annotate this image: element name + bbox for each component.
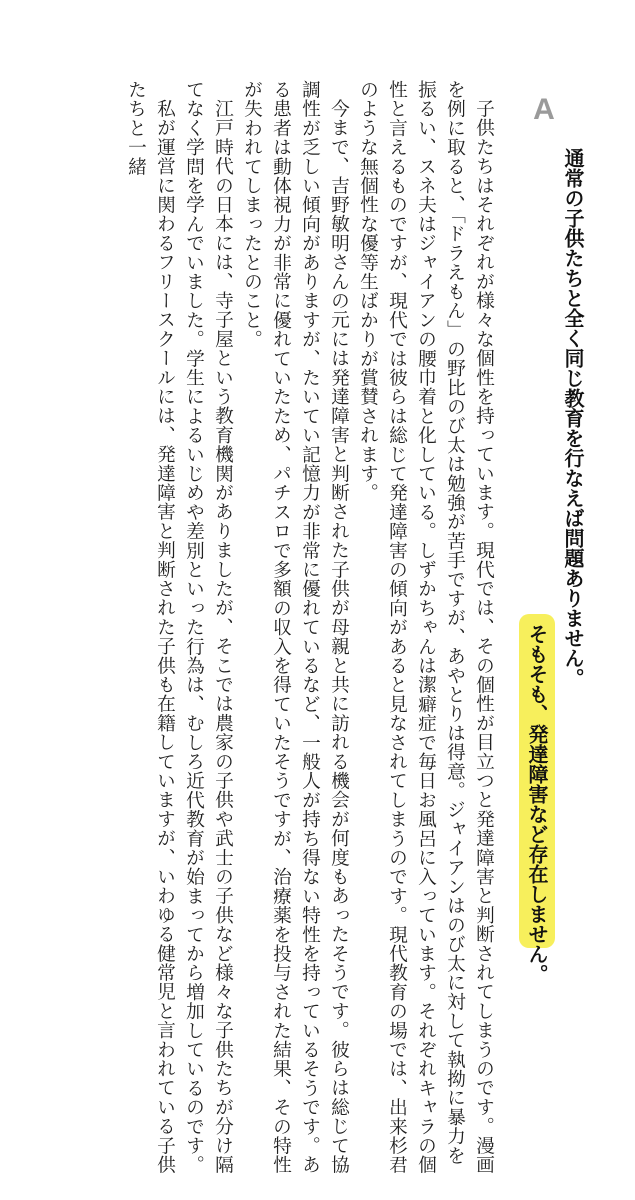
heading-line-2-highlighted: そもそも、発達障害など存在しません。 xyxy=(519,614,555,948)
paragraph-3: 江戸時代の日本には、寺子屋という教育機関がありましたが、そこでは農家の子供や武士の子供など様々な子供たちが分け隔てなく学問を学んでいました。学生によるいじめや差別といった行為は、むしろ近代教育が始まってから増加しているのです。 xyxy=(183,80,233,1175)
heading-line-1: 通常の子供たちと全く同じ教育を行なえば問題ありません。 xyxy=(561,148,585,688)
paragraph-1: 子供たちはそれぞれが様々な個性を持っています。現代では、その個性が目立つと発達障害と判断されてしまうのです。漫画を例に取ると、「ドラえもん」の野比のび太は勉強が苦手ですが、あやとりは得意。ジャイアンはのび太に対して執拗に暴力を振るい、スネ夫はジャイアンの腰巾着と化している。しずかちゃんは潔癖症で毎日お風呂に入っています。それぞれキャラの個性と言えるものですが、現代では彼らは総じて発達障害の傾向があると見なされてしまうのです。現代教育の場では、出来杉君のような無個性な優等生ばかりが賞賛されます。 xyxy=(357,80,494,1175)
paragraph-4: 私が運営に関わるフリースクールには、発達障害と判断された子供も在籍していますが、いわゆる健常児と言われている子供たちと一緒 xyxy=(125,80,175,1174)
body-text xyxy=(66,80,498,1180)
answer-heading xyxy=(519,148,591,984)
answer-letter: A xyxy=(533,93,555,126)
paragraph-2: 今まで、吉野敏明さんの元には発達障害と判断された子供が母親と共に訪れる機会が何度もあったそうです。彼らは総じて協調性が乏しい傾向がありますが、たいてい記憶力が非常に優れているなど、一般人が持ち得ない特性を持っているそうです。ある患者は動体視力が非常に優れていたため、パチスロで多額の収入を得ていたそうですが、治療薬を投与された結果、その特性が失われてしまったとのこと。 xyxy=(241,80,349,1175)
